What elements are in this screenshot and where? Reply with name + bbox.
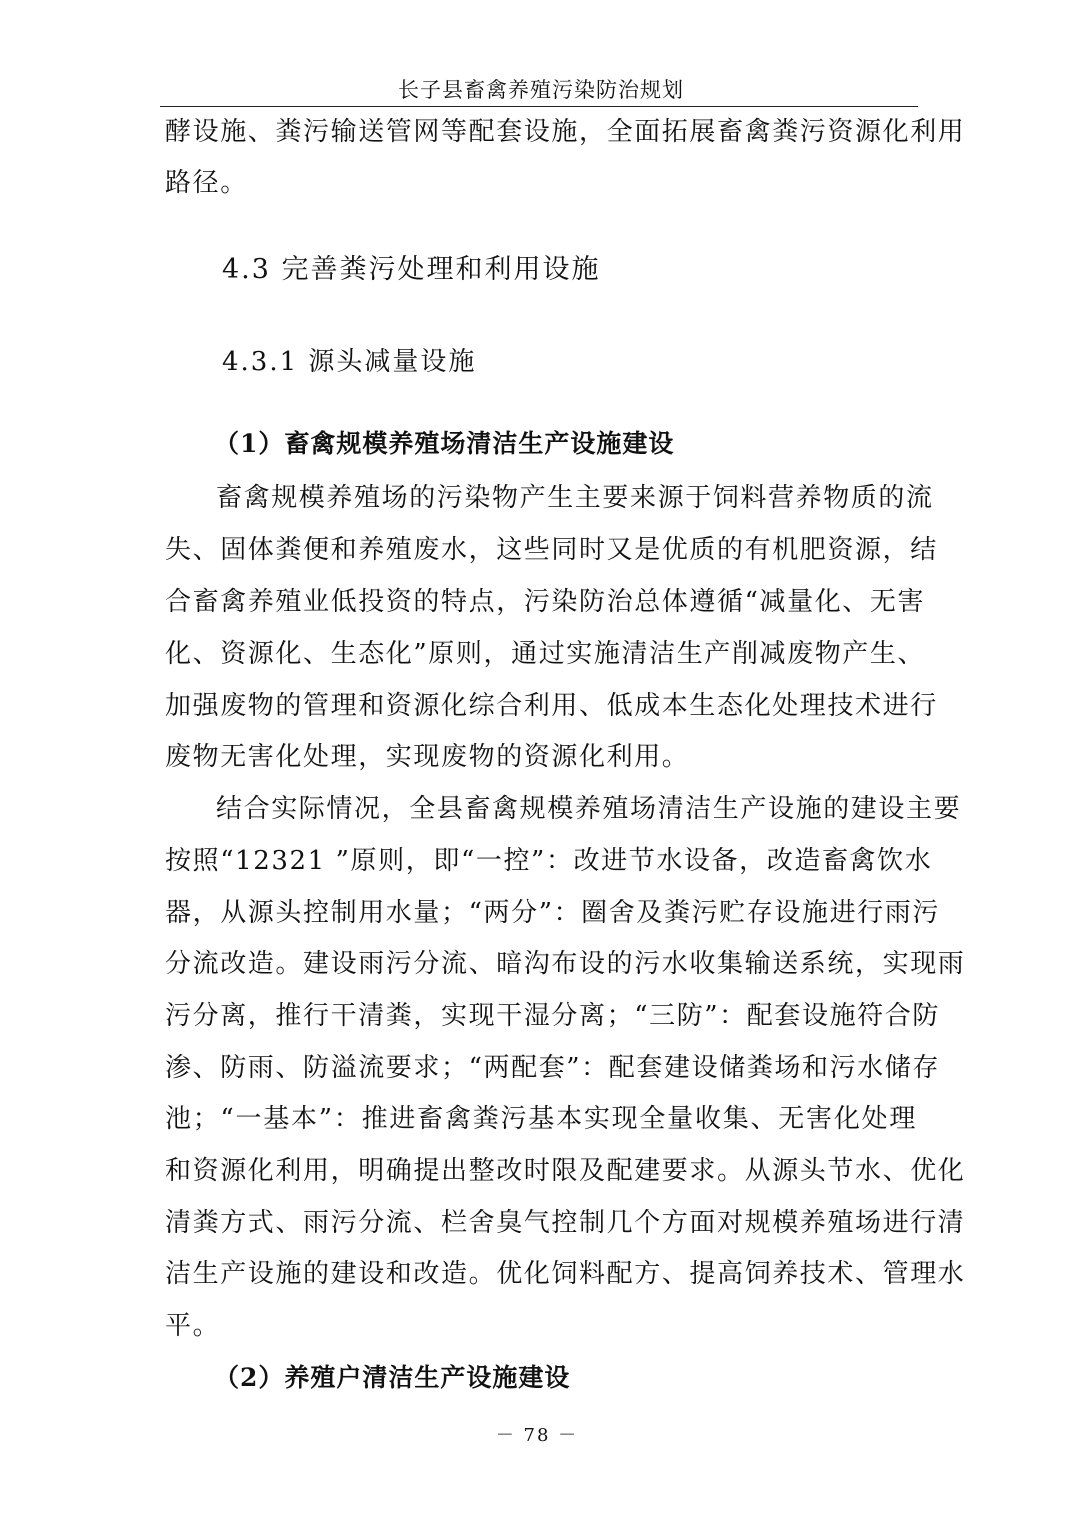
paragraph-line: 洁生产设施的建设和改造。优化饲料配方、提高饲养技术、管理水 (165, 1259, 966, 1289)
paragraph-line: 合畜禽养殖业低投资的特点，污染防治总体遵循“减量化、无害 (165, 587, 926, 617)
paragraph-line: 畜禽规模养殖场的污染物产生主要来源于饲料营养物质的流 (216, 483, 934, 513)
paragraph-line: 污分离，推行干清粪，实现干湿分离；“三防”：配套设施符合防 (165, 1001, 940, 1031)
paragraph-line: 和资源化利用，明确提出整改时限及配建要求。从源头节水、优化 (165, 1156, 966, 1186)
subsection-heading-1: （1）畜禽规模养殖场清洁生产设施建设 (214, 429, 675, 458)
paragraph-line: 按照“12321 ”原则，即“一控”：改进节水设备，改造畜禽饮水 (165, 846, 933, 876)
header-rule (160, 106, 918, 107)
paragraph-line: 化、资源化、生态化”原则，通过实施清洁生产削减废物产生、 (165, 639, 926, 669)
paragraph-line: 酵设施、粪污输送管网等配套设施，全面拓展畜禽粪污资源化利用 (165, 117, 966, 147)
paragraph-line: 失、固体粪便和养殖废水，这些同时又是优质的有机肥资源，结 (165, 535, 938, 565)
paragraph-line: 分流改造。建设雨污分流、暗沟布设的污水收集输送系统，实现雨 (165, 949, 966, 979)
paragraph-line: 渗、防雨、防溢流要求；“两配套”：配套建设储粪场和污水储存 (165, 1053, 940, 1083)
paragraph-line: 池；“一基本”：推进畜禽粪污基本实现全量收集、无害化处理 (165, 1104, 917, 1134)
paragraph-line: 平。 (165, 1311, 221, 1341)
running-header: 长子县畜禽养殖污染防治规划 (398, 78, 684, 102)
paragraph-line: 器，从源头控制用水量；“两分”：圈舍及粪污贮存设施进行雨污 (165, 898, 940, 928)
paragraph-line: 加强废物的管理和资源化综合利用、低成本生态化处理技术进行 (165, 691, 938, 721)
paragraph-line: 废物无害化处理，实现废物的资源化利用。 (165, 742, 690, 772)
section-heading-4-3-1: 4.3.1 源头减量设施 (222, 347, 477, 377)
paragraph-line: 路径。 (165, 168, 248, 198)
section-heading-4-3: 4.3 完善粪污处理和利用设施 (222, 254, 601, 285)
page-number: － 78 － (495, 1425, 579, 1446)
paragraph-line: 结合实际情况，全县畜禽规模养殖场清洁生产设施的建设主要 (216, 794, 962, 824)
subsection-heading-2: （2）养殖户清洁生产设施建设 (214, 1363, 571, 1392)
paragraph-line: 清粪方式、雨污分流、栏舍臭气控制几个方面对规模养殖场进行清 (165, 1208, 966, 1238)
